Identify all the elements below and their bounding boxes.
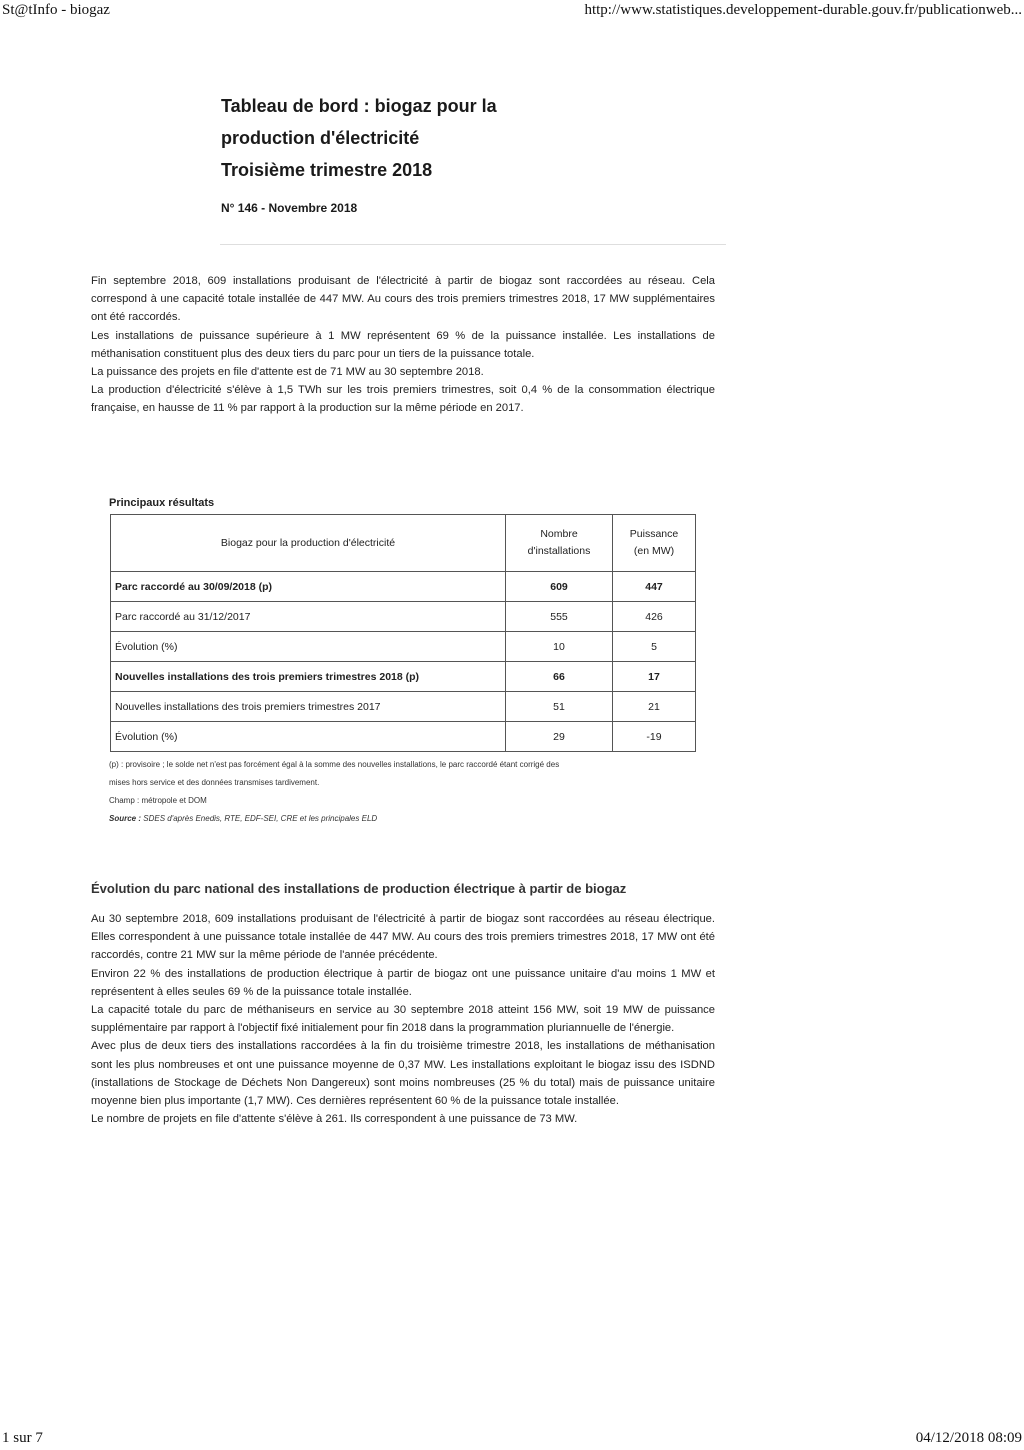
intro-paragraph: La production d'électricité s'élève à 1,5 TWh sur les trois premiers trimestres, soit 0,4 % de la consommation électrique française, en hausse de 11 % par rapport à la production sur la même période en 2017. xyxy=(91,384,715,415)
header-power-line-2: (en MW) xyxy=(633,545,675,557)
section-paragraph: Avec plus de deux tiers des installations raccordées à la fin du troisième trimestre 2018, les installations de méthanisation sont les plus nombreuses et ont une puissance moyenne de 0,37 MW. Les installations exploitant le biogaz issu des ISDND (installations de Stockage de Déchets Non Dangereux) sont moins nombreuses (25 % du total) mais de puissance unitaire moyenne bien plus importante (1,7 MW). Ces dernières représentent 60 % de la puissance totale installée. xyxy=(91,1040,715,1108)
page-counter: 1 sur 7 xyxy=(2,1430,43,1446)
row-count: 29 xyxy=(506,722,613,752)
intro-paragraph: Les installations de puissance supérieure à 1 MW représentent 69 % de la puissance installée. Les installations de méthanisation constituent plus des deux tiers du parc pour un tiers de la puissance totale. xyxy=(91,329,715,360)
table-row xyxy=(111,722,696,752)
print-header-title: St@tInfo - biogaz xyxy=(2,2,110,18)
results-title: Principaux résultats xyxy=(109,497,215,509)
intro-paragraph: La puissance des projets en file d'attente est de 71 MW au 30 septembre 2018. xyxy=(91,366,484,379)
row-power: -19 xyxy=(613,722,696,752)
header-count-line-1: Nombre xyxy=(540,528,578,540)
source-note xyxy=(109,810,709,828)
row-count: 555 xyxy=(506,602,613,632)
table-note: Champ : métropole et DOM xyxy=(109,796,207,805)
table-note: mises hors service et des données transmises tardivement. xyxy=(109,778,320,787)
document-title xyxy=(221,90,741,186)
section-paragraph: Environ 22 % des installations de production électrique à partir de biogaz ont une puissance unitaire d'au moins 1 MW et représentent à elles seules 69 % de la puissance totale installée. xyxy=(91,967,715,998)
results-table xyxy=(110,514,696,752)
header-power-line-1: Puissance xyxy=(629,528,679,540)
row-power: 447 xyxy=(613,572,696,602)
print-footer xyxy=(0,1428,1024,1450)
table-row xyxy=(111,662,696,692)
table-row xyxy=(111,602,696,632)
print-timestamp: 04/12/2018 08:09 xyxy=(915,1430,1022,1446)
document-number: N° 146 - Novembre 2018 xyxy=(221,201,358,215)
table-note: (p) : provisoire ; le solde net n'est pas forcément égal à la somme des nouvelles installations, le parc raccordé étant corrigé des xyxy=(109,760,560,769)
table-row xyxy=(111,572,696,602)
section-title: Évolution du parc national des installations de production électrique à partir de biogaz xyxy=(91,881,627,896)
section-paragraph: La capacité totale du parc de méthaniseurs en service au 30 septembre 2018 atteint 156 MW, soit 19 MW de puissance supplémentaire par rapport à l'objectif fixé initialement pour fin 2018 dans la programmation pluriannuelle de l'énergie. xyxy=(91,1004,715,1035)
table-notes xyxy=(109,756,709,828)
source-label: Source : xyxy=(109,814,142,823)
document-title-line-1: Tableau de bord : biogaz pour la xyxy=(221,96,497,116)
row-power: 426 xyxy=(613,602,696,632)
row-label: Nouvelles installations des trois premiers trimestres 2017 xyxy=(111,692,506,722)
divider xyxy=(220,244,726,245)
row-count: 10 xyxy=(506,632,613,662)
row-power: 17 xyxy=(613,662,696,692)
header-power xyxy=(613,515,696,572)
document-title-line-3: Troisième trimestre 2018 xyxy=(221,160,433,180)
header-count xyxy=(506,515,613,572)
section-paragraph: Le nombre de projets en file d'attente s'élève à 261. Ils correspondent à une puissance de 73 MW. xyxy=(91,1113,578,1126)
table-row xyxy=(111,632,696,662)
source-text: SDES d'après Enedis, RTE, EDF-SEI, CRE et les principales ELD xyxy=(143,814,378,823)
header-count-line-2: d'installations xyxy=(527,545,591,557)
row-label: Parc raccordé au 30/09/2018 (p) xyxy=(111,572,506,602)
row-count: 609 xyxy=(506,572,613,602)
print-header xyxy=(0,0,1024,22)
intro-paragraph: Fin septembre 2018, 609 installations produisant de l'électricité à partir de biogaz sont raccordées au réseau. Cela correspond à une capacité totale installée de 447 MW. Au cours des trois premiers trimestres 2018, 17 MW supplémentaires ont été raccordés. xyxy=(91,275,715,324)
table-header-row xyxy=(111,515,696,572)
table-row xyxy=(111,692,696,722)
header-label: Biogaz pour la production d'électricité xyxy=(111,515,506,572)
row-power: 5 xyxy=(613,632,696,662)
row-count: 51 xyxy=(506,692,613,722)
document-title-line-2: production d'électricité xyxy=(221,128,420,148)
row-power: 21 xyxy=(613,692,696,722)
row-label: Nouvelles installations des trois premiers trimestres 2018 (p) xyxy=(111,662,506,692)
row-label: Parc raccordé au 31/12/2017 xyxy=(111,602,506,632)
section-text xyxy=(91,910,715,1128)
print-header-url: http://www.statistiques.developpement-durable.gouv.fr/publicationweb... xyxy=(584,2,1022,18)
intro-text xyxy=(91,272,715,418)
section-paragraph: Au 30 septembre 2018, 609 installations produisant de l'électricité à partir de biogaz sont raccordées au réseau électrique. Elles correspondent à une puissance totale installée de 447 MW. Au cours des trois premiers trimestres 2018, 17 MW ont été raccordés, contre 21 MW sur la même période de l'année précédente. xyxy=(91,913,715,962)
row-label: Évolution (%) xyxy=(111,722,506,752)
row-label: Évolution (%) xyxy=(111,632,506,662)
row-count: 66 xyxy=(506,662,613,692)
